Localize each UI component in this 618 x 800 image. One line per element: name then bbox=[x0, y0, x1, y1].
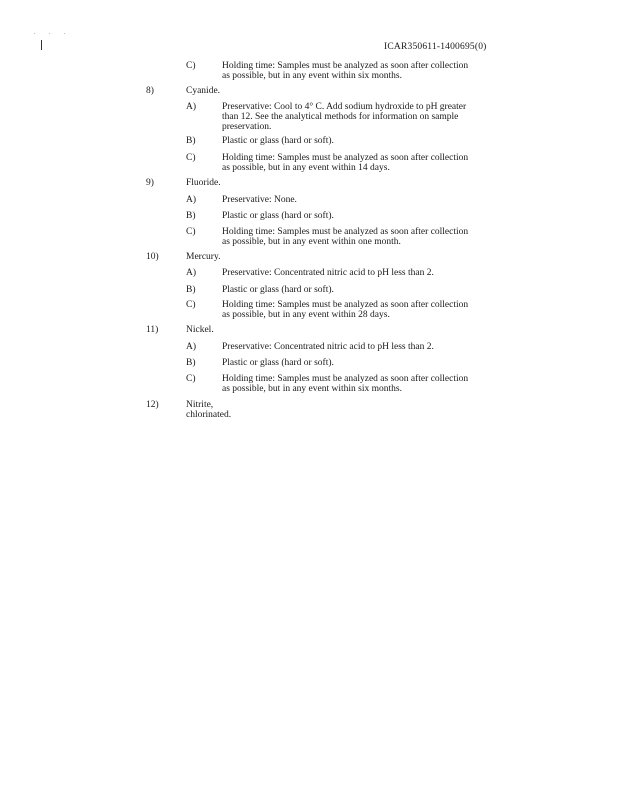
sub-item-letter: B) bbox=[186, 211, 196, 221]
item-number: 9) bbox=[146, 178, 154, 188]
sub-item-letter: A) bbox=[186, 268, 197, 278]
sub-item-letter: C) bbox=[186, 374, 196, 384]
sub-item-letter: A) bbox=[186, 342, 197, 352]
item-title: Mercury. bbox=[186, 252, 221, 262]
item-title: Nitrite, chlorinated. bbox=[186, 400, 232, 420]
sub-item-text: Holding time: Samples must be analyzed as soon after collection as possible, but in any event within 28 days. bbox=[222, 300, 469, 320]
sub-item-text: Preservative: Cool to 4° C. Add sodium hydroxide to pH greater than 12. See the analytical methods for information on sample preservation. bbox=[222, 102, 467, 132]
sub-item-text: Plastic or glass (hard or soft). bbox=[222, 285, 334, 295]
sub-item-letter: A) bbox=[186, 102, 197, 112]
scan-corner-marks: . . . bbox=[34, 30, 72, 36]
sub-item-text: Preservative: Concentrated nitric acid to pH less than 2. bbox=[222, 342, 434, 352]
sub-item-text: Holding time: Samples must be analyzed as soon after collection as possible, but in any event within six months. bbox=[222, 61, 469, 81]
sub-item-text: Holding time: Samples must be analyzed as soon after collection as possible, but in any event within one month. bbox=[222, 227, 469, 247]
item-number: 8) bbox=[146, 86, 154, 96]
sub-item-letter: C) bbox=[186, 227, 196, 237]
item-title: Cyanide. bbox=[186, 86, 221, 96]
sub-item-text: Plastic or glass (hard or soft). bbox=[222, 136, 334, 146]
item-title: Nickel. bbox=[186, 325, 214, 335]
item-number: 10) bbox=[146, 252, 159, 262]
sub-item-letter: A) bbox=[186, 195, 197, 205]
sub-item-letter: C) bbox=[186, 153, 196, 163]
sub-item-text: Holding time: Samples must be analyzed as soon after collection as possible, but in any event within six months. bbox=[222, 374, 469, 394]
item-number: 12) bbox=[146, 400, 159, 410]
sub-item-text: Preservative: None. bbox=[222, 195, 297, 205]
sub-item-letter: C) bbox=[186, 61, 196, 71]
sub-item-text: Holding time: Samples must be analyzed as soon after collection as possible, but in any event within 14 days. bbox=[222, 153, 469, 173]
item-title: Fluoride. bbox=[186, 178, 221, 188]
sub-item-letter: B) bbox=[186, 285, 196, 295]
sub-item-text: Plastic or glass (hard or soft). bbox=[222, 358, 334, 368]
sub-item-letter: C) bbox=[186, 300, 196, 310]
sub-item-text: Plastic or glass (hard or soft). bbox=[222, 211, 334, 221]
sub-item-letter: B) bbox=[186, 136, 196, 146]
sub-item-letter: B) bbox=[186, 358, 196, 368]
margin-mark bbox=[41, 40, 42, 50]
sub-item-text: Preservative: Concentrated nitric acid to pH less than 2. bbox=[222, 268, 434, 278]
document-id: ICAR350611-1400695(0) bbox=[384, 42, 487, 52]
item-number: 11) bbox=[146, 325, 159, 335]
